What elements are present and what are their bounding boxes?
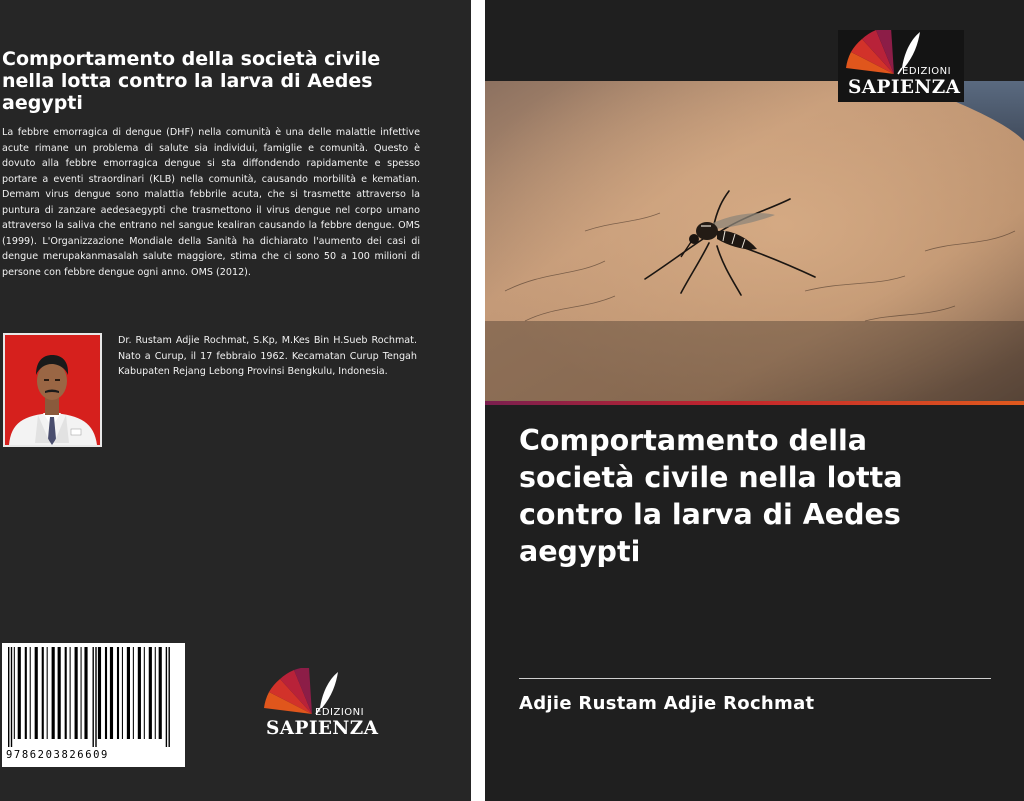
barcode-bar xyxy=(169,647,170,747)
barcode-bar xyxy=(81,647,82,739)
back-cover-blurb: La febbre emorragica di dengue (DHF) nella comunità è una delle malattie infettive acute rimane un problema di salute sia individui, famiglie e comunità. Questo è dovuto alla febbre emorragica dengue si sta diffondendo rapidamente e spesso portare a eventi straordinari (KLB) nella comunità, causando morbilità e kematian. Demam virus dengue sono malattia febbrile acuta, che si trasmette attraverso la puntura di zanzare aedesaegypti che trasmettono il virus dengue nel corpo umano attraverso la saliva che entrano nel sangue kealiran causando la febbre dengue. OMS (1999). L'Organizzazione Mondiale della Sanità ha dichiarato l'aumento dei casi di dengue merupakanmasalah salute maggiore, stima che ci sono 50 a 100 milioni di persone con febbre dengue ogni anno. OMS (2012). xyxy=(2,127,420,278)
barcode-bar xyxy=(149,647,152,739)
barcode-bar xyxy=(138,647,141,739)
barcode-bar xyxy=(42,647,44,739)
author-photo xyxy=(3,333,102,447)
barcode-bar xyxy=(144,647,145,739)
barcode-bar xyxy=(8,647,9,747)
cover-photo-mosquito xyxy=(485,81,1024,401)
publisher-logo-back xyxy=(262,668,384,744)
barcode-bar xyxy=(47,647,48,739)
barcode-bar xyxy=(52,647,55,739)
barcode-bar xyxy=(110,647,113,739)
barcode-bar xyxy=(25,647,27,739)
publisher-edizioni-label: EDIZIONI xyxy=(315,707,365,718)
publisher-name: SAPIENZA xyxy=(266,718,379,739)
front-cover xyxy=(485,0,1024,801)
barcode-bar xyxy=(65,647,67,739)
back-cover xyxy=(0,0,471,801)
barcode-bar xyxy=(35,647,38,739)
author-portrait-image xyxy=(5,335,100,445)
barcode-bar xyxy=(122,647,123,739)
publisher-logo-front xyxy=(838,30,964,102)
barcode-bar xyxy=(14,647,15,739)
barcode-bar xyxy=(127,647,130,739)
barcode-bar xyxy=(117,647,119,739)
barcode-bar xyxy=(70,647,71,739)
front-cover-title: Comportamento della società civile nella lotta contro la larva di Aedes aegypti xyxy=(519,424,903,568)
publisher-edizioni-label: EDIZIONI xyxy=(902,66,952,77)
barcode-bar xyxy=(93,647,94,747)
publisher-name: SAPIENZA xyxy=(848,77,961,98)
barcode-bar xyxy=(18,647,21,739)
title-divider xyxy=(519,678,991,679)
barcode-bar xyxy=(11,647,12,747)
barcode-bar xyxy=(155,647,156,739)
author-bio: Dr. Rustam Adjie Rochmat, S.Kp, M.Kes Bin H.Sueb Rochmat. Nato a Curup, il 17 febbraio 1962. Kecamatan Curup Tengah Kabupaten Rejang Lebong Provinsi Bengkulu, Indonesia. xyxy=(118,335,417,377)
barcode-bar xyxy=(58,647,61,739)
barcode-bar xyxy=(95,647,96,747)
barcode-bar xyxy=(133,647,134,739)
barcode-bar xyxy=(166,647,167,747)
barcode-bar xyxy=(30,647,31,739)
barcode-bar xyxy=(105,647,107,739)
accent-bar xyxy=(485,401,1024,405)
mosquito-on-skin-image xyxy=(485,81,1024,401)
barcode-bar xyxy=(98,647,101,739)
isbn-barcode xyxy=(2,643,185,767)
barcode-bar xyxy=(75,647,78,739)
barcode-bars xyxy=(6,647,181,747)
spine-gap xyxy=(471,0,485,801)
barcode-bar xyxy=(84,647,87,739)
front-cover-author: Adjie Rustam Adjie Rochmat xyxy=(519,693,815,714)
back-cover-title: Comportamento della società civile nella lotta contro la larva di Aedes aegypti xyxy=(2,48,381,114)
barcode-digits: 9786203826609 xyxy=(6,749,109,761)
barcode-bar xyxy=(159,647,162,739)
